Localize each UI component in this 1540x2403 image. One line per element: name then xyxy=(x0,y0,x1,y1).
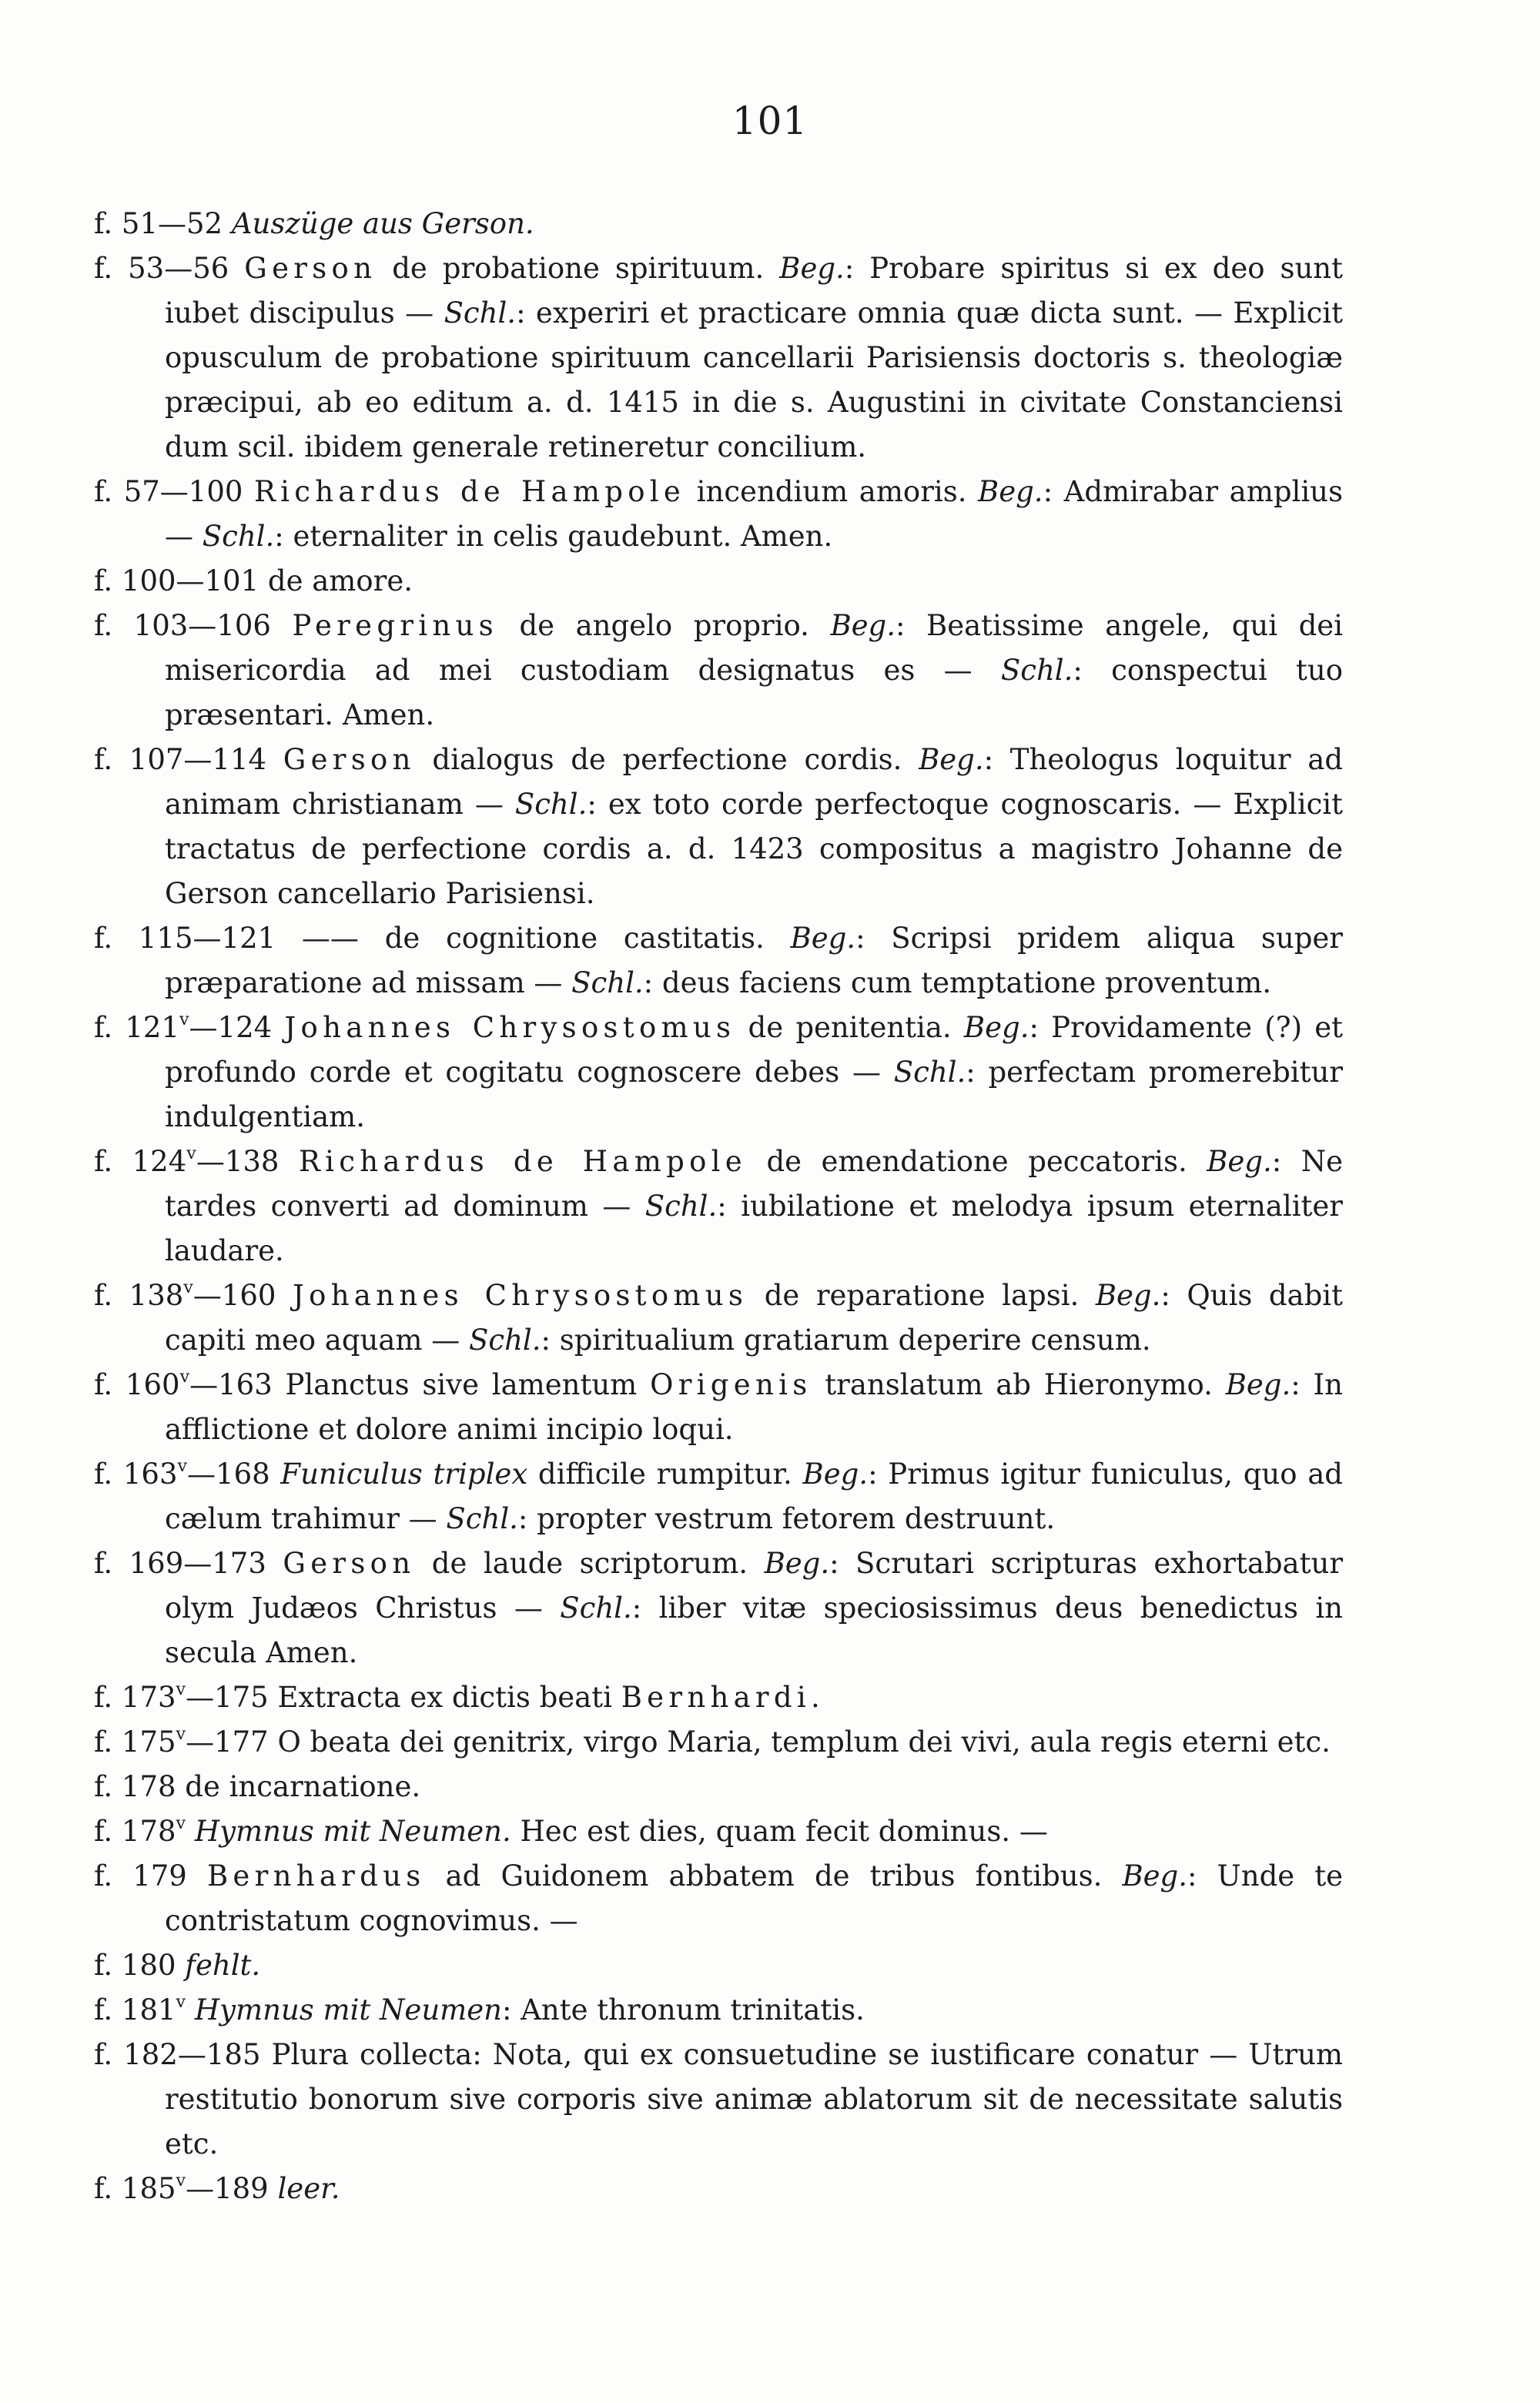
italic-text: Beg. xyxy=(1095,1279,1161,1312)
entry-text: Hec est dies, quam fecit dominus. — xyxy=(511,1815,1048,1848)
entry-text: f. 100—101 de amore. xyxy=(94,564,413,597)
entry-text: : Ne tardes converti ad dominum — xyxy=(165,1145,1344,1223)
entry-text: : deus faciens cum temptatione proventum. xyxy=(643,966,1271,999)
entry-text: de angelo proprio. xyxy=(497,609,831,642)
manuscript-entry-list xyxy=(94,202,1343,2211)
verso-marker: v xyxy=(176,2170,186,2191)
entry-text: f. 121 xyxy=(94,1011,179,1044)
author-name: Richardus de Hampole xyxy=(298,1145,747,1178)
entry-text: de emendatione peccatoris. xyxy=(746,1145,1207,1178)
entry-text: f. 107—114 xyxy=(94,743,283,776)
entry-text: f. 124 xyxy=(94,1145,187,1178)
entry-text: dialogus de perfectione cordis. xyxy=(415,743,919,776)
entry-text: : Providamente (?) et profundo corde et cogitatu cognoscere debes — xyxy=(165,1011,1344,1089)
catalog-entry xyxy=(94,1765,1343,1809)
entry-text: incendium amoris. xyxy=(685,475,979,508)
italic-text: Schl. xyxy=(514,788,588,821)
catalog-entry xyxy=(94,1273,1343,1363)
italic-text: Schl. xyxy=(446,1502,518,1535)
verso-marker: v xyxy=(186,1143,196,1164)
entry-text: : Ante thronum trinitatis. xyxy=(501,1993,865,2026)
italic-text: Schl. xyxy=(469,1324,541,1357)
catalog-entry xyxy=(94,202,1343,246)
italic-text: Beg. xyxy=(802,1458,869,1491)
author-name: Peregrinus xyxy=(292,609,498,642)
entry-text: f. 115—121 —— de cognitione castitatis. xyxy=(94,922,791,955)
entry-text: f. 160 xyxy=(94,1368,180,1401)
entry-text: : spiritualium gratiarum deperire censum. xyxy=(541,1324,1151,1357)
italic-text: Schl. xyxy=(1000,654,1073,687)
entry-text: translatum ab Hieronymo. xyxy=(812,1368,1226,1401)
author-name: Bernhardi xyxy=(621,1681,811,1714)
entry-text: : Quis dabit capiti meo aquam — xyxy=(165,1279,1343,1357)
catalog-entry xyxy=(94,1140,1343,1273)
entry-text: : In afflictione et dolore animi incipio loqui. xyxy=(165,1368,1343,1446)
author-name: Origenis xyxy=(650,1368,812,1401)
catalog-entry xyxy=(94,1854,1343,1943)
entry-text: f. 180 xyxy=(94,1949,186,1982)
entry-text: —168 xyxy=(187,1458,281,1491)
author-name: Richardus de Hampole xyxy=(253,475,686,508)
entry-text: f. 138 xyxy=(94,1279,184,1312)
entry-text: f. 182—185 Plura collecta: Nota, qui ex consuetudine se iustificare conatur — Utrum restitutio bonorum sive corporis sive animæ ablatorum sit de necessitate salutis etc. xyxy=(94,2038,1343,2160)
verso-marker: v xyxy=(176,1679,186,1700)
catalog-entry xyxy=(94,1943,1343,1988)
entry-text: : Scripsi pridem aliqua super præparatione ad missam — xyxy=(165,922,1343,999)
author-name: Gerson xyxy=(244,252,377,285)
italic-text: Beg. xyxy=(978,475,1043,508)
entry-text: f. 57—100 xyxy=(94,475,254,508)
entry-text: de laude scriptorum. xyxy=(415,1547,765,1580)
entry-text: f. 178 xyxy=(94,1815,176,1848)
italic-text: Hymnus mit Neumen xyxy=(194,1993,502,2026)
author-name: Johannes Chrysostomus xyxy=(293,1279,748,1312)
italic-text: Schl. xyxy=(444,296,517,330)
entry-text: —160 xyxy=(192,1279,293,1312)
catalog-entry xyxy=(94,1988,1343,2033)
entry-text: f. 181 xyxy=(94,1993,176,2026)
verso-marker: v xyxy=(176,1813,186,1834)
verso-marker: v xyxy=(179,1367,190,1387)
entry-text: —177 O beata dei genitrix, virgo Maria, templum dei vivi, aula regis eterni etc. xyxy=(186,1725,1331,1759)
italic-text: leer. xyxy=(277,2172,340,2205)
catalog-entry xyxy=(94,559,1343,604)
catalog-entry xyxy=(94,1809,1343,1854)
italic-text: Beg. xyxy=(1207,1145,1272,1178)
italic-text: Schl. xyxy=(571,966,644,999)
italic-text: Beg. xyxy=(1122,1859,1187,1893)
italic-text: Schl. xyxy=(644,1190,718,1223)
entry-text: —175 Extracta ex dictis beati xyxy=(186,1681,621,1714)
entry-text: ad Guidonem abbatem de tribus fontibus. xyxy=(425,1859,1123,1893)
entry-text: : experiri et practicare omnia quæ dicta sunt. — Explicit opusculum de probatione spirituum cancellarii Parisiensis doctoris s. theologiæ præcipui, ab eo editum a. d. 1415 in die s. Augustini in civitate Constanciensi dum scil. ibidem generale retineretur concilium. xyxy=(165,296,1344,464)
entry-text: : Beatissime angele, qui dei misericordia ad mei custodiam designatus es — xyxy=(165,609,1343,687)
author-name: Gerson xyxy=(283,1547,416,1580)
verso-marker: v xyxy=(176,1992,186,2013)
entry-text: : eternaliter in celis gaudebunt. Amen. xyxy=(274,520,833,553)
catalog-entry xyxy=(94,2167,1343,2211)
entry-text: f. 163 xyxy=(94,1458,178,1491)
catalog-entry xyxy=(94,1675,1343,1720)
italic-text: Beg. xyxy=(919,743,984,776)
italic-text: Beg. xyxy=(790,922,856,955)
entry-text: : perfectam promerebitur indulgentiam. xyxy=(165,1056,1343,1133)
entry-text: f. 179 xyxy=(94,1859,207,1893)
author-name: Bernhardus xyxy=(206,1859,426,1893)
entry-text: : Scrutari scripturas exhortabatur olym Judæos Christus — xyxy=(165,1547,1344,1625)
entry-text: f. 173 xyxy=(94,1681,176,1714)
italic-text: Beg. xyxy=(963,1011,1029,1044)
italic-text: Schl. xyxy=(893,1056,966,1089)
italic-text: Beg. xyxy=(1225,1368,1291,1401)
italic-text: Schl. xyxy=(202,520,275,553)
entry-text: : Theologus loquitur ad animam christianam — xyxy=(165,743,1343,821)
entry-text xyxy=(186,1815,195,1848)
author-name: Gerson xyxy=(283,743,416,776)
author-name: Johannes Chrysostomus xyxy=(284,1011,736,1044)
catalog-entry xyxy=(94,470,1343,559)
verso-marker: v xyxy=(183,1277,193,1298)
catalog-entry xyxy=(94,916,1343,1006)
catalog-entry xyxy=(94,1006,1343,1140)
entry-text: —138 xyxy=(196,1145,299,1178)
page-number: 101 xyxy=(732,99,808,143)
catalog-entry xyxy=(94,2033,1343,2167)
italic-text: Schl. xyxy=(560,1591,632,1625)
italic-text: Beg. xyxy=(764,1547,830,1580)
verso-marker: v xyxy=(176,1724,186,1745)
catalog-entry xyxy=(94,1363,1343,1452)
entry-text: f. 51—52 xyxy=(94,207,232,240)
entry-text: : Admirabar amplius — xyxy=(165,475,1343,553)
entry-text: : Probare spiritus si ex deo sunt iubet discipulus — xyxy=(165,252,1343,330)
entry-text: —124 xyxy=(189,1011,285,1044)
catalog-entry xyxy=(94,246,1343,470)
entry-text: : propter vestrum fetorem destruunt. xyxy=(517,1502,1056,1535)
italic-text: Beg. xyxy=(830,609,896,642)
entry-text: : conspectui tuo præsentari. Amen. xyxy=(165,654,1343,731)
entry-text: f. 178 de incarnatione. xyxy=(94,1770,421,1803)
catalog-entry xyxy=(94,1452,1343,1541)
entry-text: : Primus igitur funiculus, quo ad cælum trahimur — xyxy=(165,1458,1343,1535)
entry-text: de penitentia. xyxy=(735,1011,964,1044)
entry-text: f. 103—106 xyxy=(94,609,293,642)
entry-text: f. 185 xyxy=(94,2172,176,2205)
entry-text: : Unde te contristatum cognovimus. — xyxy=(165,1859,1343,1937)
entry-text: : liber vitæ speciosissimus deus benedictus in secula Amen. xyxy=(165,1591,1343,1669)
catalog-entry xyxy=(94,1541,1343,1675)
entry-text: —189 xyxy=(186,2172,278,2205)
italic-text: Hymnus mit Neumen. xyxy=(194,1815,511,1848)
entry-text: : ex toto corde perfectoque cognoscaris. — Explicit tractatus de perfectione cordis a. d. 1423 compositus a magistro Johanne de Gerson cancellario Parisiensi. xyxy=(165,788,1344,910)
entry-text xyxy=(186,1993,195,2026)
catalog-entry xyxy=(94,604,1343,738)
catalog-entry xyxy=(94,738,1343,916)
verso-marker: v xyxy=(179,1009,189,1030)
verso-marker: v xyxy=(177,1456,188,1477)
italic-text: Auszüge aus Gerson. xyxy=(231,207,534,240)
entry-text: . xyxy=(811,1681,820,1714)
entry-text: f. 169—173 xyxy=(94,1547,283,1580)
entry-text: f. 53—56 xyxy=(94,252,245,285)
entry-text: : iubilatione et melodya ipsum eternaliter laudare. xyxy=(165,1190,1343,1267)
entry-text: de probatione spirituum. xyxy=(377,252,780,285)
entry-text: f. 175 xyxy=(94,1725,176,1759)
italic-text: Beg. xyxy=(779,252,845,285)
italic-text: fehlt. xyxy=(185,1949,261,1982)
entry-text: —163 Planctus sive lamentum xyxy=(189,1368,651,1401)
italic-text: Funiculus triplex xyxy=(280,1458,528,1491)
entry-text: difficile rumpitur. xyxy=(527,1458,803,1491)
entry-text: de reparatione lapsi. xyxy=(748,1279,1096,1312)
catalog-entry xyxy=(94,1720,1343,1765)
